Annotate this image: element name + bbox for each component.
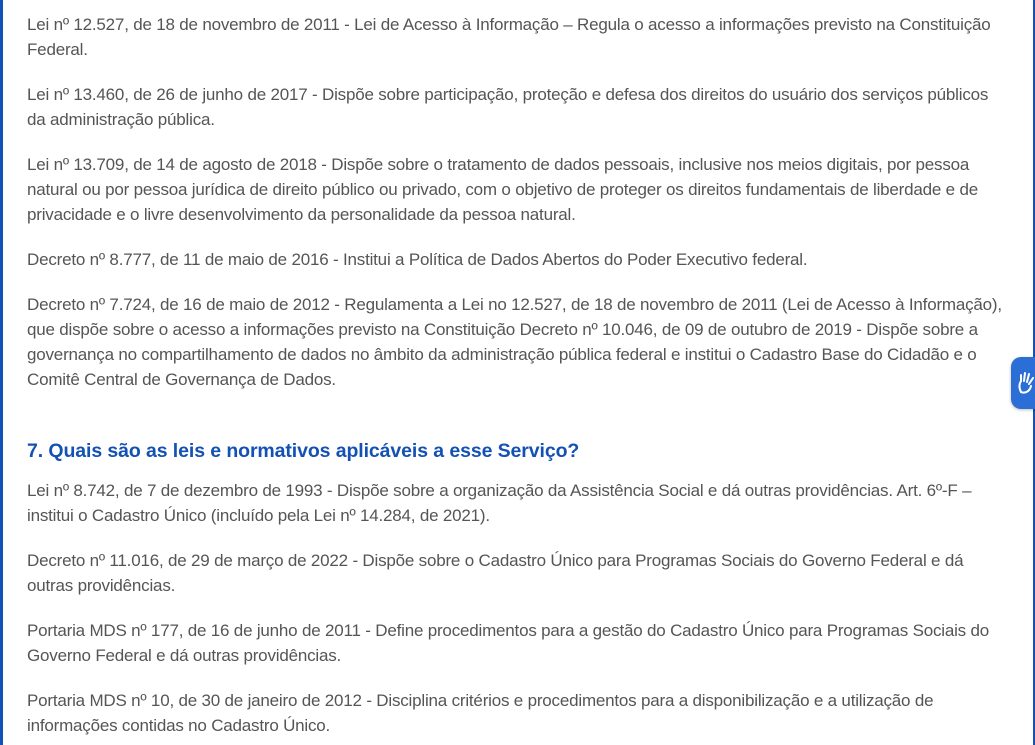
law-paragraph: Portaria MDS nº 10, de 30 de janeiro de 2012 - Disciplina critérios e procedimentos para a disponibilização e a utilização de informações contidas no Cadastro Único. (27, 691, 934, 735)
law-paragraph: Lei nº 13.709, de 14 de agosto de 2018 - Dispõe sobre o tratamento de dados pessoais, inclusive nos meios digitais, por pessoa natural ou por pessoa jurídica de direito público ou privado, com o objetivo de proteger os direitos fundamentais de liberdade e de privacidade e o livre desenvolvimento da personalidade da pessoa natural. (27, 155, 978, 224)
law-paragraph: Decreto nº 8.777, de 11 de maio de 2016 - Institui a Política de Dados Abertos do Poder Executivo federal. (27, 250, 808, 269)
section-heading: 7. Quais são as leis e normativos aplicáveis a esse Serviço? (27, 440, 580, 462)
law-paragraph: Decreto nº 11.016, de 29 de março de 2022 - Dispõe sobre o Cadastro Único para Programas Sociais do Governo Federal e dá outras providências. (27, 551, 964, 595)
law-paragraph: Decreto nº 7.724, de 16 de maio de 2012 - Regulamenta a Lei no 12.527, de 18 de novembro de 2011 (Lei de Acesso à Informação), que dispõe sobre o acesso a informações previsto na Constituição Decreto nº 10.046, de 09 de outubro de 2019 - Dispõe sobre a governança no compartilhamento de dados no âmbito da administração pública federal e institui o Cadastro Base do Cidadão e o Comitê Central de Governança de Dados. (27, 295, 1002, 389)
law-paragraph: Portaria MDS nº 177, de 16 de junho de 2011 - Define procedimentos para a gestão do Cadastro Único para Programas Sociais do Governo Federal e dá outras providências. (27, 621, 990, 665)
law-paragraph: Lei nº 8.742, de 7 de dezembro de 1993 - Dispõe sobre a organização da Assistência Social e dá outras providências. Art. 6º-F – institui o Cadastro Único (incluído pela Lei nº 14.284, de 2021). (27, 481, 972, 525)
accessibility-widget-button[interactable] (1011, 357, 1035, 409)
law-paragraph: Lei nº 12.527, de 18 de novembro de 2011 - Lei de Acesso à Informação – Regula o acesso a informações previsto na Constituição Federal. (27, 15, 991, 59)
law-paragraph: Lei nº 13.460, de 26 de junho de 2017 - Dispõe sobre participação, proteção e defesa dos direitos do usuário dos serviços públicos da administração pública. (27, 85, 989, 129)
sign-language-hand-icon (1017, 371, 1035, 395)
service-content (27, 12, 1009, 745)
page-frame-left-border (0, 0, 3, 745)
